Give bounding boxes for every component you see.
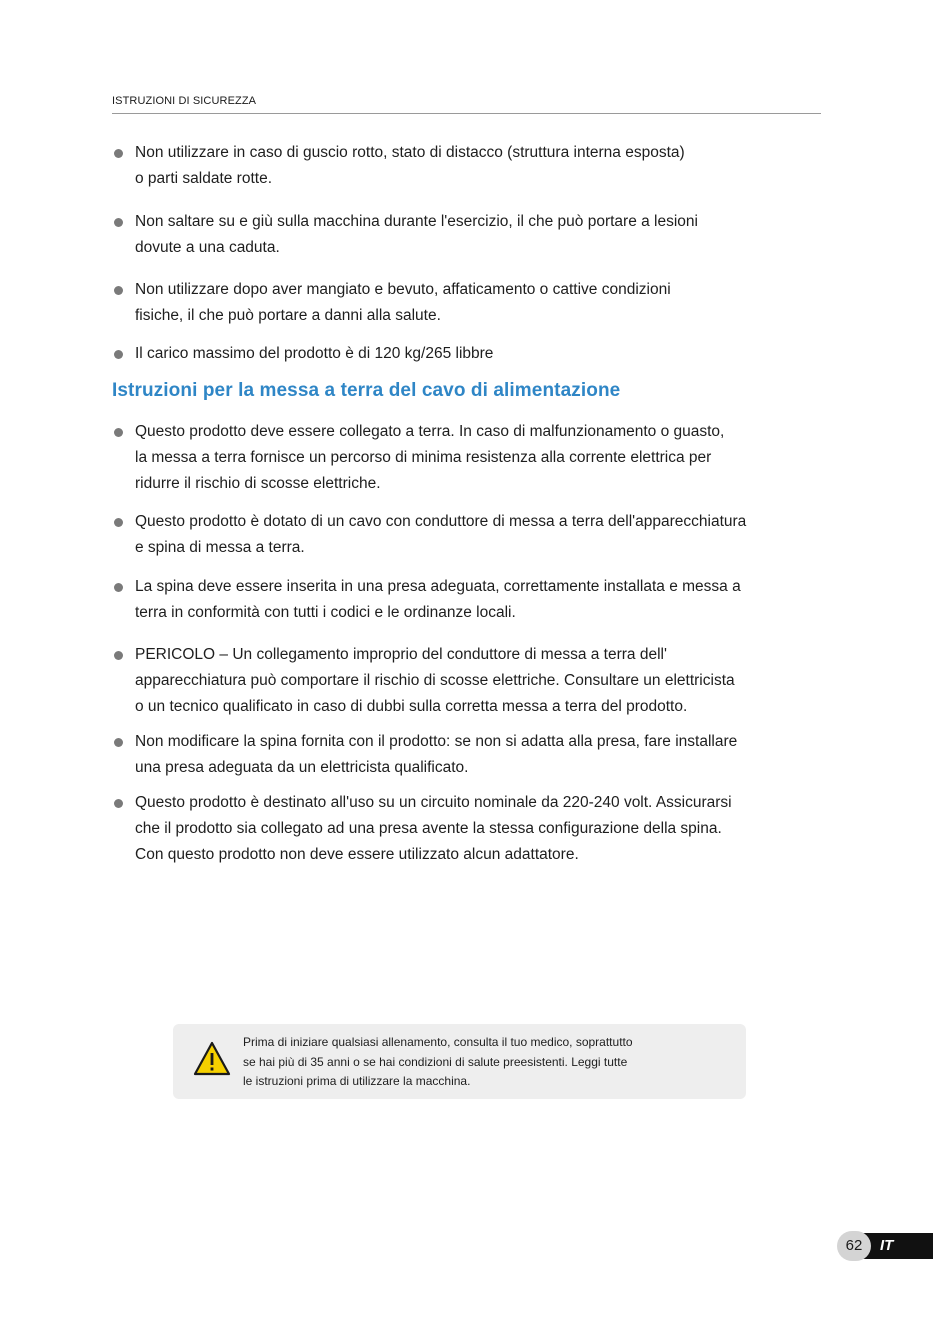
line: Questo prodotto è dotato di un cavo con conduttore di messa a terra dell'apparecchiatura (135, 513, 747, 530)
bullet-icon (114, 350, 123, 359)
grounding-item-4 (135, 642, 875, 720)
bullet-icon (114, 583, 123, 592)
line: la messa a terra fornisce un percorso di minima resistenza alla corrente elettrica per (135, 449, 712, 466)
line: Non utilizzare dopo aver mangiato e bevuto, affaticamento o cattive condizioni (135, 281, 671, 298)
line: e spina di messa a terra. (135, 539, 305, 556)
grounding-item-5 (135, 729, 875, 781)
line: che il prodotto sia collegato ad una presa avente la stessa configurazione della spina. (135, 820, 722, 837)
line: o parti saldate rotte. (135, 170, 272, 187)
bullet-icon (114, 799, 123, 808)
safety-item-1 (135, 140, 875, 192)
line: PERICOLO – Un collegamento improprio del conduttore di messa a terra dell' (135, 646, 667, 663)
line: Non modificare la spina fornita con il prodotto: se non si adatta alla presa, fare installare (135, 733, 738, 750)
safety-item-4 (135, 341, 875, 367)
grounding-item-1 (135, 419, 875, 497)
bullet-icon (114, 286, 123, 295)
line: o un tecnico qualificato in caso di dubbi sulla corretta messa a terra del prodotto. (135, 698, 688, 715)
line: Il carico massimo del prodotto è di 120 kg/265 libbre (135, 345, 494, 362)
notice-text (243, 1033, 733, 1092)
line: Questo prodotto è destinato all'uso su un circuito nominale da 220-240 volt. Assicurarsi (135, 794, 732, 811)
section-title: Istruzioni per la messa a terra del cavo di alimentazione (112, 380, 621, 401)
page-header-title: ISTRUZIONI DI SICUREZZA (112, 95, 821, 114)
line: ridurre il rischio di scosse elettriche. (135, 475, 381, 492)
bullet-icon (114, 518, 123, 527)
line: La spina deve essere inserita in una presa adeguata, correttamente installata e messa a (135, 578, 741, 595)
bullet-icon (114, 738, 123, 747)
safety-item-3 (135, 277, 875, 329)
line: Con questo prodotto non deve essere utilizzato alcun adattatore. (135, 846, 579, 863)
line: Questo prodotto deve essere collegato a terra. In caso di malfunzionamento o guasto, (135, 423, 725, 440)
line: terra in conformità con tutti i codici e le ordinanze locali. (135, 604, 516, 621)
bullet-icon (114, 651, 123, 660)
line: dovute a una caduta. (135, 239, 280, 256)
line: Non utilizzare in caso di guscio rotto, stato di distacco (struttura interna esposta) (135, 144, 685, 161)
grounding-item-6 (135, 790, 875, 868)
grounding-item-3 (135, 574, 875, 626)
line: una presa adeguata da un elettricista qualificato. (135, 759, 469, 776)
line: fisiche, il che può portare a danni alla salute. (135, 307, 441, 324)
line: apparecchiatura può comportare il rischio di scosse elettriche. Consultare un elettricista (135, 672, 735, 689)
language-tab: IT (856, 1233, 933, 1259)
bullet-icon (114, 428, 123, 437)
warning-triangle-icon (193, 1041, 231, 1077)
bullet-icon (114, 218, 123, 227)
health-notice-box (173, 1024, 746, 1099)
grounding-item-2 (135, 509, 875, 561)
line: le istruzioni prima di utilizzare la macchina. (243, 1074, 471, 1088)
line: se hai più di 35 anni o se hai condizioni di salute preesistenti. Leggi tutte (243, 1054, 628, 1069)
page-number: 62 (837, 1231, 871, 1261)
line: Non saltare su e giù sulla macchina durante l'esercizio, il che può portare a lesioni (135, 213, 698, 230)
bullet-icon (114, 149, 123, 158)
safety-item-2 (135, 209, 875, 261)
line: Prima di iniziare qualsiasi allenamento, consulta il tuo medico, soprattutto (243, 1035, 633, 1049)
